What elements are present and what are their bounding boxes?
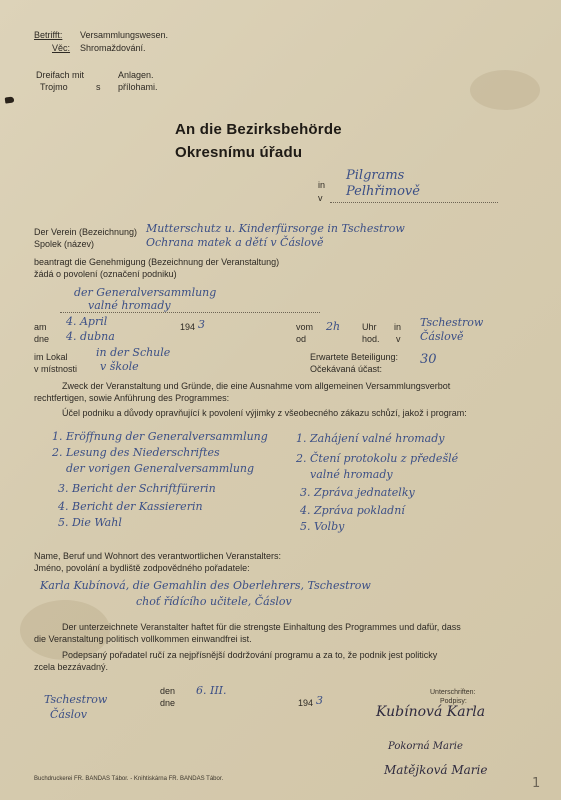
in-label: in — [318, 180, 326, 190]
prilohami-label: přílohami. — [118, 82, 158, 92]
spolek-label: Spolek (název) — [34, 239, 95, 249]
betrifft-label: Betrifft: — [34, 30, 63, 40]
paper-stain — [470, 70, 540, 110]
podpisy-label: Podpisy: — [440, 698, 467, 705]
verein-name-czech: Ochrana matek a dětí v Čáslově — [146, 236, 324, 249]
veranstalter-czech: Jméno, povolání a bydliště zodpovědného pořadatele: — [34, 563, 250, 573]
zada-label: žádá o povolení (označení podniku) — [34, 269, 177, 279]
signature-matejkova: Matějková Marie — [384, 763, 488, 777]
program-cz-item: 1. Zahájení valné hromady — [296, 432, 445, 445]
signing-place-czech: Čáslov — [50, 708, 87, 721]
veranstalter-value-line2: choť řídícího učitele, Čáslov — [136, 595, 292, 608]
program-cz-item: valné hromady — [310, 468, 393, 481]
in-place-label: in — [394, 322, 402, 332]
margin-mark: 1 — [532, 776, 541, 791]
lokal-label: im Lokal — [34, 352, 68, 362]
hour-value: 2h — [326, 320, 341, 333]
od-label: od — [296, 334, 307, 344]
declaration-czech-line1: Podepsaný pořadatel ručí za nejpřísnější dodržování programu a za to, že podnik jest politicky — [62, 650, 438, 660]
program-de-item: der vorigen Generalversammlung — [66, 462, 255, 475]
verein-label: Der Verein (Bezeichnung) — [34, 227, 138, 237]
program-de-item: 5. Die Wahl — [58, 516, 122, 529]
program-cz-item: 5. Volby — [300, 520, 345, 533]
signature-pokorna: Pokorná Marie — [388, 741, 463, 752]
hod-label: hod. — [362, 334, 380, 344]
title-czech: Okresnímu úřadu — [175, 144, 303, 161]
program-de-item: 1. Eröffnung der Generalversammlung — [52, 430, 268, 443]
dreifach-label: Dreifach mit — [36, 70, 85, 80]
ocekavana-label: Očekávaná účast: — [310, 364, 383, 374]
program-cz-item: 2. Čtení protokolu z předešlé — [296, 452, 459, 465]
declaration-german-line1: Der unterzeichnete Veranstalter haftet für die strengste Einhaltung des Programmes und dafür, dass — [62, 622, 461, 632]
year-prefix: 194 — [180, 322, 196, 332]
title-german: An die Bezirksbehörde — [175, 121, 342, 138]
printer-footer: Buchdruckerei FR. BANDAS Tábor. - Knihtiskárna FR. BANDAS Tábor. — [34, 776, 224, 782]
vec-label: Věc: — [52, 43, 71, 53]
date-german: 4. April — [66, 315, 108, 328]
program-cz-item: 3. Zpráva jednatelky — [300, 486, 415, 499]
declaration-german-line2: die Veranstaltung politisch vollkommen einwandfrei ist. — [34, 634, 252, 644]
erwartete-label: Erwartete Beteiligung: — [310, 352, 399, 362]
vom-label: vom — [296, 322, 314, 332]
v-label: v — [318, 193, 323, 203]
zweck-german-line2: rechtfertigen, sowie Anführung des Programmes: — [34, 393, 230, 403]
program-de-item: 2. Lesung des Niederschriftes — [52, 446, 220, 459]
city-line — [330, 202, 498, 203]
signing-date: 6. III. — [196, 684, 227, 697]
ink-blot-mark — [5, 96, 15, 103]
event-line — [60, 312, 320, 313]
signing-year-digit: 3 — [316, 694, 323, 707]
place-czech: Čáslově — [420, 330, 464, 343]
uhr-label: Uhr — [362, 322, 377, 332]
veranstalter-value-line1: Karla Kubínová, die Gemahlin des Oberlehrers, Tschestrow — [40, 579, 371, 592]
verein-name-german: Mutterschutz u. Kinderfürsorge in Tschestrow — [146, 222, 405, 235]
signing-year-prefix: 194 — [298, 698, 314, 708]
signature-kubinova: Kubínová Karla — [376, 704, 486, 720]
zweck-german-line1: Zweck der Veranstaltung und Gründe, die eine Ausnahme vom allgemeinen Versammlungsverbot — [62, 381, 451, 391]
v-place-label: v — [396, 334, 401, 344]
city-czech-handwritten: Pelhřimově — [346, 184, 420, 199]
dne-sign-label: dne — [160, 698, 176, 708]
am-label: am — [34, 322, 47, 332]
attendance-count: 30 — [420, 352, 437, 367]
dne-label: dne — [34, 334, 50, 344]
event-czech: valné hromady — [88, 299, 171, 312]
vec-value: Shromaždování. — [80, 43, 146, 53]
city-german-handwritten: Pilgrams — [346, 168, 405, 183]
s-label: s — [96, 82, 101, 92]
event-german: der Generalversammlung — [74, 286, 217, 299]
program-de-item: 4. Bericht der Kassiererin — [58, 500, 203, 513]
anlagen-label: Anlagen. — [118, 70, 154, 80]
signing-place-german: Tschestrow — [44, 693, 108, 706]
lokal-czech: v škole — [100, 360, 139, 373]
betrifft-value: Versammlungswesen. — [80, 30, 169, 40]
lokal-german: in der Schule — [96, 346, 171, 359]
place-german: Tschestrow — [420, 316, 484, 329]
veranstalter-german: Name, Beruf und Wohnort des verantwortlichen Veranstalters: — [34, 551, 281, 561]
program-cz-item: 4. Zpráva pokladní — [300, 504, 405, 517]
date-czech: 4. dubna — [66, 330, 115, 343]
trojmo-label: Trojmo — [40, 82, 68, 92]
zweck-czech: Účel podniku a důvody opravňující k povolení výjimky z všeobecného zákazu schůzí, jakož i program: — [62, 408, 467, 418]
beantragt-label: beantragt die Genehmigung (Bezeichnung der Veranstaltung) — [34, 257, 280, 267]
mistnost-label: v místnosti — [34, 364, 78, 374]
unterschriften-label: Unterschriften: — [430, 689, 476, 696]
program-de-item: 3. Bericht der Schriftfürerin — [58, 482, 216, 495]
declaration-czech-line2: zcela bezzávadný. — [34, 662, 109, 672]
den-label: den — [160, 686, 176, 696]
year-digit: 3 — [198, 318, 205, 331]
